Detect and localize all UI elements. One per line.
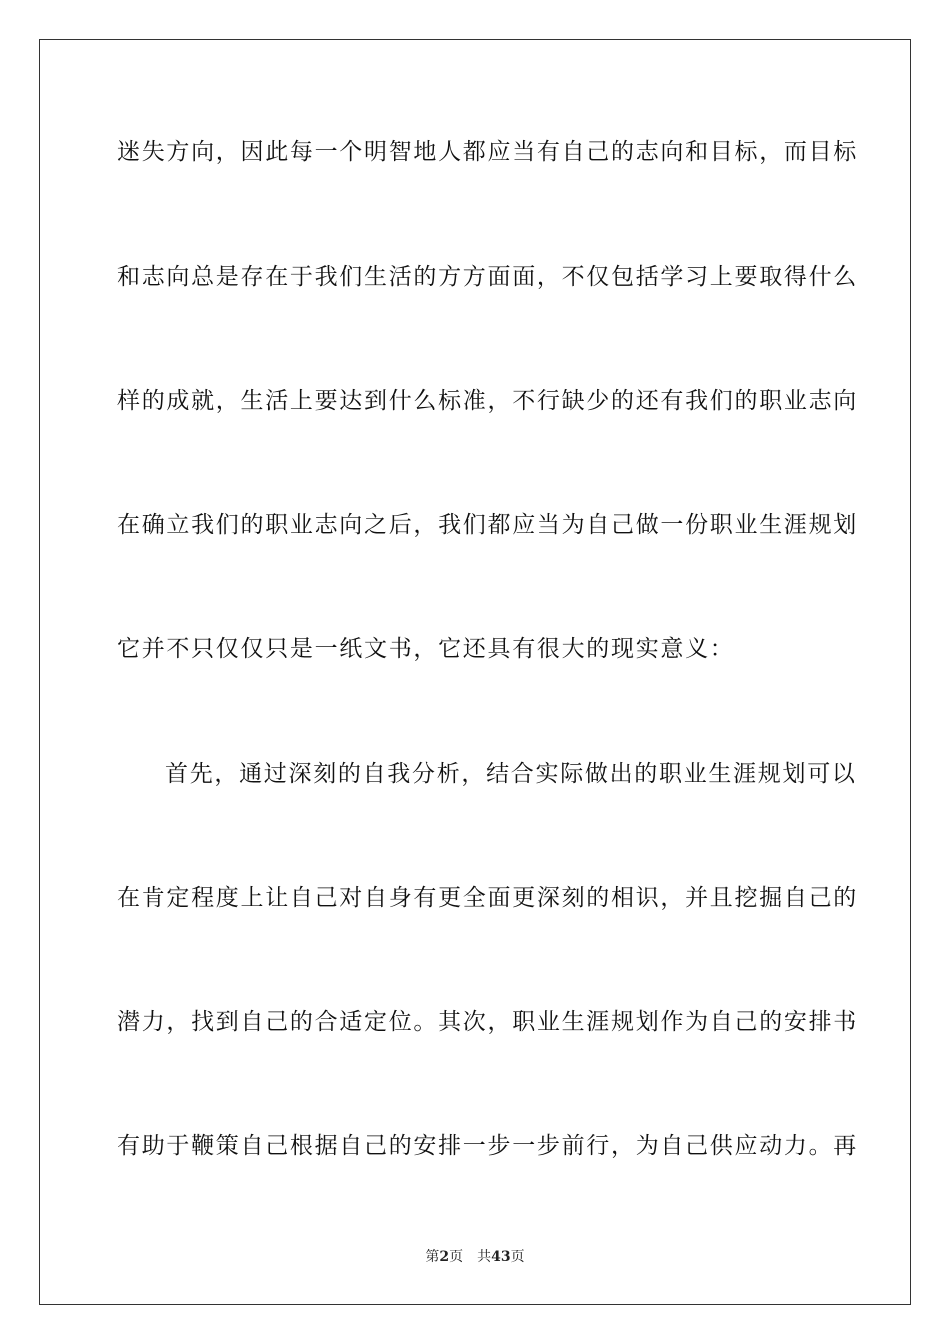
text-line-6: 首先，通过深刻的自我分析，结合实际做出的职业生涯规划可以: [165, 761, 857, 787]
text-line-7: 在肯定程度上让自己对自身有更全面更深刻的相识，并且挖掘自己的: [117, 885, 858, 911]
text-line-1: 迷失方向，因此每一个明智地人都应当有自己的志向和目标，而目标: [117, 139, 858, 165]
text-line-2: 和志向总是存在于我们生活的方方面面，不仅包括学习上要取得什么: [117, 264, 858, 290]
text-line-5: 它并不只仅仅只是一纸文书，它还具有很大的现实意义：: [117, 636, 735, 662]
page-footer: [0, 1248, 950, 1266]
footer-page-suffix: 页: [449, 1249, 464, 1265]
page-border: [39, 39, 911, 1305]
footer-total-suffix: 页: [510, 1249, 525, 1265]
footer-page-number: 2: [439, 1249, 450, 1265]
text-line-9: 有助于鞭策自己根据自己的安排一步一步前行，为自己供应动力。再: [117, 1133, 858, 1159]
footer-page-prefix: 第: [425, 1249, 440, 1265]
text-line-3: 样的成就，生活上要达到什么标准，不行缺少的还有我们的职业志向: [117, 388, 858, 414]
text-line-4: 在确立我们的职业志向之后，我们都应当为自己做一份职业生涯规划: [117, 512, 858, 538]
footer-total-pages: 43: [491, 1249, 511, 1265]
footer-total-prefix: 共: [477, 1249, 492, 1265]
text-line-8: 潜力，找到自己的合适定位。其次，职业生涯规划作为自己的安排书: [117, 1009, 858, 1035]
